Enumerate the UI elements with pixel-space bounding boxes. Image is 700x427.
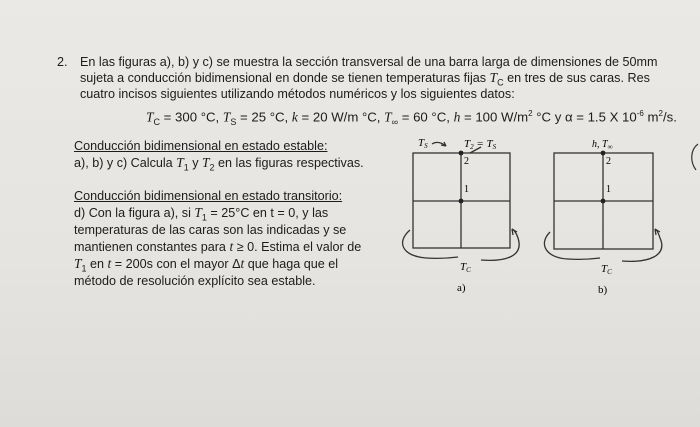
transient-l3a: mantienen constantes para [74, 240, 230, 254]
figure-a-tc-left-curve [403, 230, 458, 258]
transient-l1a: d) Con la figura a), si [74, 206, 195, 220]
data-h-val: = 100 W/m [460, 109, 529, 125]
data-k-val: = 20 W/m °C, [297, 109, 385, 125]
steady-t1-sub: 1 [183, 162, 189, 173]
figure-a-t2-label: T2 = TS [464, 138, 497, 151]
figure-a-node-2-label: 2 [464, 156, 469, 167]
data-h-unit: °C y α = 1.5 X 10 [532, 109, 637, 125]
steady-heading: Conducción bidimensional en estado estable: [74, 139, 328, 153]
data-ts-val: = 25 °C, [236, 109, 292, 125]
transient-l4-sub: 1 [81, 263, 87, 274]
steady-text-b: y [188, 156, 203, 170]
problem-line-3: cuatro incisos siguientes utilizando métodos numéricos y los siguientes datos: [80, 87, 515, 101]
figure-c-partial-curve [692, 144, 698, 170]
problem-line-2-text-b: en tres de sus caras. Res [503, 71, 650, 85]
figure-a-ts-label: TS [418, 137, 428, 150]
figure-b-node-1-label: 1 [606, 184, 611, 195]
transient-l4-t3: t [240, 256, 245, 271]
data-alpha-exp: -6 [636, 109, 644, 118]
data-tc-var: T [146, 109, 154, 125]
figure-b [540, 134, 672, 298]
tc-subscript: C [497, 77, 504, 88]
figure-b-node-1-dot [601, 199, 606, 204]
transient-l3-t: t [229, 239, 234, 254]
problem-line-1: En las figuras a), b) y c) se muestra la sección transversal de una barra larga de dimensiones de 50mm [80, 55, 658, 69]
steady-text [74, 155, 364, 176]
transient-line-5: método de resolución explícito sea estable. [74, 274, 316, 288]
steady-text-c: en las figuras respectivas. [214, 156, 364, 170]
figure-a-caption: a) [457, 282, 466, 294]
transient-l1-sub: 1 [201, 212, 207, 223]
data-tc-sub: C [153, 117, 161, 128]
figure-b-tc-left-curve [544, 232, 600, 259]
figure-b-node-2-label: 2 [606, 156, 611, 167]
transient-l3b: ≥ 0. Estima el valor de [233, 240, 362, 254]
steady-t2: T [202, 155, 210, 170]
figure-b-h-label: h, $T_\infty$ [592, 139, 613, 151]
steady-t2-sub: 2 [209, 162, 215, 173]
figure-a [398, 134, 533, 296]
data-alpha-exp2: 2 [658, 109, 663, 118]
transient-l4b: = 200s con el mayor Δ [111, 257, 241, 271]
transient-l1b: = 25°C en t = 0, y las [206, 206, 329, 220]
figure-a-tc-label: TC [460, 261, 471, 274]
transient-heading: Conducción bidimensional en estado transitorio: [74, 189, 343, 203]
figure-a-node-1-label: 1 [464, 184, 469, 195]
data-tc-val: = 300 °C, [160, 109, 223, 125]
data-ts-sub: S [230, 117, 237, 128]
data-tinf-val: = 60 °C, [398, 109, 454, 125]
problem-number: 2. [57, 55, 68, 69]
transient-l1-t: T [194, 205, 202, 220]
transient-line-3 [74, 239, 361, 255]
problem-line-2-text-a: sujeta a conducción bidimensional en donde se tienen temperaturas fijas [80, 71, 490, 85]
figure-b-caption: b) [598, 284, 608, 296]
transient-l4-t: T [74, 256, 82, 271]
data-alpha-end: /s. [662, 109, 677, 125]
steady-t1: T [176, 155, 184, 170]
figure-b-tc-label: TC [601, 263, 612, 276]
data-line [146, 106, 677, 130]
data-alpha-unit: m [643, 109, 659, 125]
transient-l4-t2: t [107, 256, 112, 271]
transient-l4a: en [86, 257, 108, 271]
transient-line-2: temperaturas de las caras son las indicadas y se [74, 223, 347, 237]
figure-a-node-1-dot [459, 199, 464, 204]
figure-c-partial-edge [684, 140, 700, 200]
figure-a-node-2-dot [459, 151, 464, 156]
figure-b-node-2-dot [601, 151, 606, 156]
steady-text-a: a), b) y c) Calcula [74, 156, 177, 170]
data-tinf-sub: ∞ [391, 117, 399, 128]
tc-variable: T [489, 70, 498, 85]
transient-l4c: que haga que el [244, 257, 339, 271]
data-h-var: h [453, 109, 461, 125]
data-ts-var: T [222, 109, 231, 125]
data-h-exp: 2 [528, 109, 533, 118]
data-tinf-var: T [384, 109, 392, 125]
data-k-var: k [291, 109, 298, 125]
